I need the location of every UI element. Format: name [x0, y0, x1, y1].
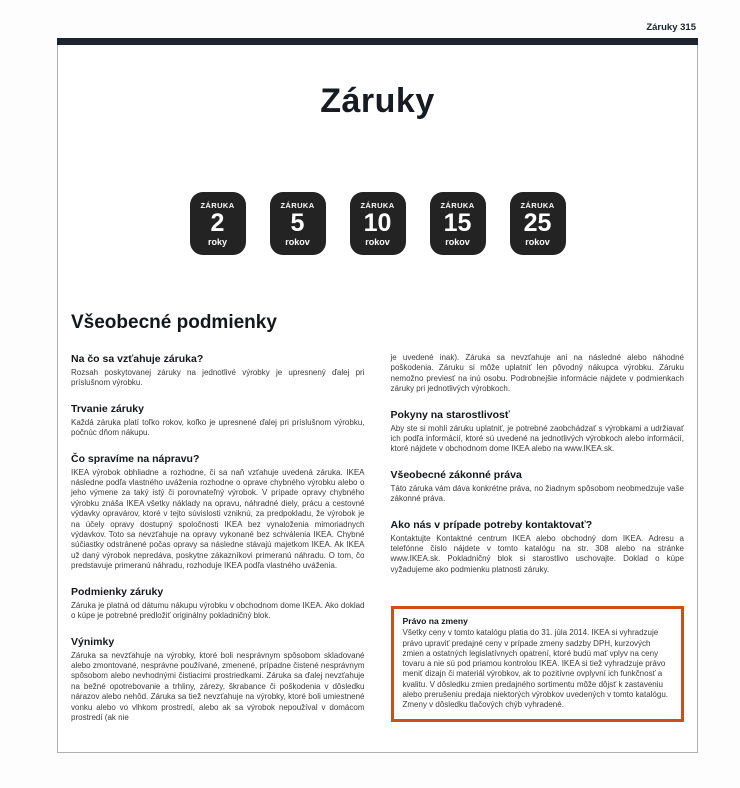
- badge-years: 10: [363, 208, 392, 237]
- subsection-care-instructions: [391, 409, 685, 455]
- badge-years: 15: [443, 208, 472, 237]
- subsection-body: Táto záruka vám dáva konkrétne práva, no žiadnym spôsobom neobmedzuje vaše zákonné práva.: [390, 483, 684, 504]
- subsection-warranty-duration: [71, 403, 365, 439]
- badge-years: 2: [210, 208, 225, 237]
- subsection-body: Kontaktujte Kontaktné centrum IKEA alebo obchodný dom IKEA. Adresu a telefónne číslo nájdete v tomto katalógu na str. 308 alebo na stránke www.IKEA.sk. Pokladničný blok si starostlivo uschovajte. Doklad o kúpe vyžadujeme ako podmienku platnosti záruky.: [390, 533, 684, 574]
- subsection-body: Záruka je platná od dátumu nákupu výrobku v obchodnom dome IKEA. Ako doklad o kúpe je potrebné predložiť originálny pokladničný blok.: [71, 600, 365, 621]
- page-title: Záruky: [320, 82, 435, 120]
- subsection-warranty-scope: [71, 353, 365, 389]
- subsection-body: Záruka sa nevzťahuje na výrobky, ktoré boli nesprávnym spôsobom skladované alebo zmontované, nesprávne používané, zmenené, prípadne čistené nesprávnym spôsobom alebo nevhodnými čistiacimi prostriedkami. Záruka sa ďalej nevzťahuje na bežné opotrebovanie a trhliny, zárezy, škrabance či poškodenia v dôsledku nárazov alebo nehôd. Záruka sa tiež nevzťahuje na výrobky, ktoré boli umiestnené vonku alebo vo vlhkom prostredí, alebo ak sa výrobok nepoužíval v domácom prostredí (ak nie: [71, 650, 365, 722]
- badge-label: ZÁRUKA: [520, 200, 555, 210]
- subsection-heading: Ako nás v prípade potreby kontaktovať?: [390, 518, 593, 531]
- badge-label: ZÁRUKA: [440, 200, 475, 210]
- subsection-body: IKEA výrobok obhliadne a rozhodne, či sa naň vzťahuje uvedená záruka. IKEA následne podľa vlastného uváženia rozhodne o oprave chybného výrobku alebo o jeho výmene za taký istý či porovnateľný výrobok. V prípade opravy chybného výrobku znáša IKEA všetky náklady na opravu, náhradné diely, prácu a cestovné výdavky opravárov, ktoré v tejto súvislosti vzniknú, za predpokladu, že výrobok je na účely opravy dostupný spoločnosti IKEA bez vynaloženia mimoriadnych výdavkov. Toto sa nevzťahuje na opravy vykonané bez schválenia IKEA. Chybné súčiastky odstránené počas opravy sa následne stávajú majetkom IKEA. Ak IKEA už daný výrobok nepredáva, poskytne zákazníkovi primeranú náhradu. O tom, čo predstavuje primeranú náhradu, rozhoduje IKEA podľa vlastného uváženia.: [71, 467, 365, 571]
- badge-years: 5: [290, 208, 305, 237]
- warranty-badge-2-years: [190, 192, 246, 255]
- badge-unit: rokov: [445, 236, 470, 247]
- subsection-legal-rights: [391, 469, 685, 505]
- subsection-heading: Všeobecné zákonné práva: [390, 468, 522, 481]
- column-right: [391, 353, 685, 737]
- subsection-heading: Na čo sa vzťahuje záruka?: [71, 353, 204, 365]
- column-left: [71, 353, 365, 737]
- subsection-heading: Trvanie záruky: [71, 402, 144, 415]
- subsection-body: Každá záruka platí toľko rokov, koľko je upresnené ďalej pri príslušnom výrobku, počnúc dňom nákupu.: [71, 417, 365, 438]
- page-number-label: Záruky 315: [646, 22, 696, 33]
- notice-body: Všetky ceny v tomto katalógu platia do 31. júla 2014. IKEA si vyhradzuje právo upraviť predajné ceny v prípade zmeny sadzby DPH, kurzových zmien a ostatných legislatívnych opatrení, ktoré budú mať vplyv na ceny tovaru a nie sú pod priamou kontrolou IKEA. IKEA si tiež vyhradzuje právo meniť dizajn či materiál výrobkov, ak to pozitívne ovplyvní ich funkčnosť a kvalitu. V dôsledku zmien predajného sortimentu môže dôjsť k zastaveniu alebo prerušeniu predaja niektorých výrobkov uvedených v tomto katalógu. Zmeny v dôsledku tlačových chýb vyhradené.: [402, 628, 668, 710]
- badge-label: ZÁRUKA: [360, 200, 395, 210]
- badge-unit: rokov: [525, 236, 550, 247]
- badge-unit: rokov: [285, 236, 310, 247]
- warranty-badge-25-years: [510, 192, 566, 255]
- warranty-badge-10-years: [350, 192, 406, 255]
- subsection-exceptions-continued: [391, 353, 685, 395]
- header-rule: [57, 38, 698, 45]
- badge-label: ZÁRUKA: [200, 200, 235, 210]
- warranty-badge-5-years: [270, 192, 326, 255]
- subsection-heading: Čo spravíme na nápravu?: [71, 452, 200, 465]
- subsection-body: Rozsah poskytovanej záruky na jednotlivé výrobky je upresnený ďalej pri príslušnom výrobku.: [71, 368, 365, 388]
- subsection-heading: Podmienky záruky: [71, 585, 164, 598]
- badge-label: ZÁRUKA: [280, 200, 315, 210]
- subsection-remedy: [71, 453, 365, 572]
- subsection-warranty-conditions: [71, 586, 365, 622]
- badge-unit: rokov: [365, 236, 390, 247]
- subsection-exceptions: [71, 636, 365, 724]
- subsection-heading: Pokyny na starostlivosť: [390, 408, 510, 421]
- section-title: Všeobecné podmienky: [71, 312, 277, 333]
- subsection-contact: [391, 519, 685, 576]
- content-frame: [57, 45, 698, 753]
- badge-years: 25: [523, 208, 552, 237]
- right-to-changes-notice-box: [391, 606, 685, 721]
- two-column-layout: [71, 353, 684, 737]
- warranty-badge-15-years: [430, 192, 486, 255]
- subsection-heading: Výnimky: [71, 635, 115, 648]
- badge-unit: roky: [207, 236, 227, 247]
- subsection-body: Aby ste si mohli záruku uplatniť, je potrebné zaobchádzať s výrobkami a udržiavať ich podľa informácií, ktoré sú uvedené na jednotlivých výrobkoch alebo informácií, ktoré nájdete v obchodnom dome IKEA alebo na www.IKEA.sk.: [390, 423, 684, 454]
- warranty-badges-row: [71, 192, 684, 255]
- subsection-body: je uvedené inak). Záruka sa nevzťahuje ani na následné alebo náhodné poškodenia. Záruku si môže uplatniť len pôvodný nákupca výrobku. Záruku nemožno previesť na inú osobu. Podrobnejšie informácie nájdete v podmienkach záruky pri jednotlivých výrobkoch.: [390, 353, 684, 394]
- notice-heading: Právo na zmeny: [402, 616, 468, 627]
